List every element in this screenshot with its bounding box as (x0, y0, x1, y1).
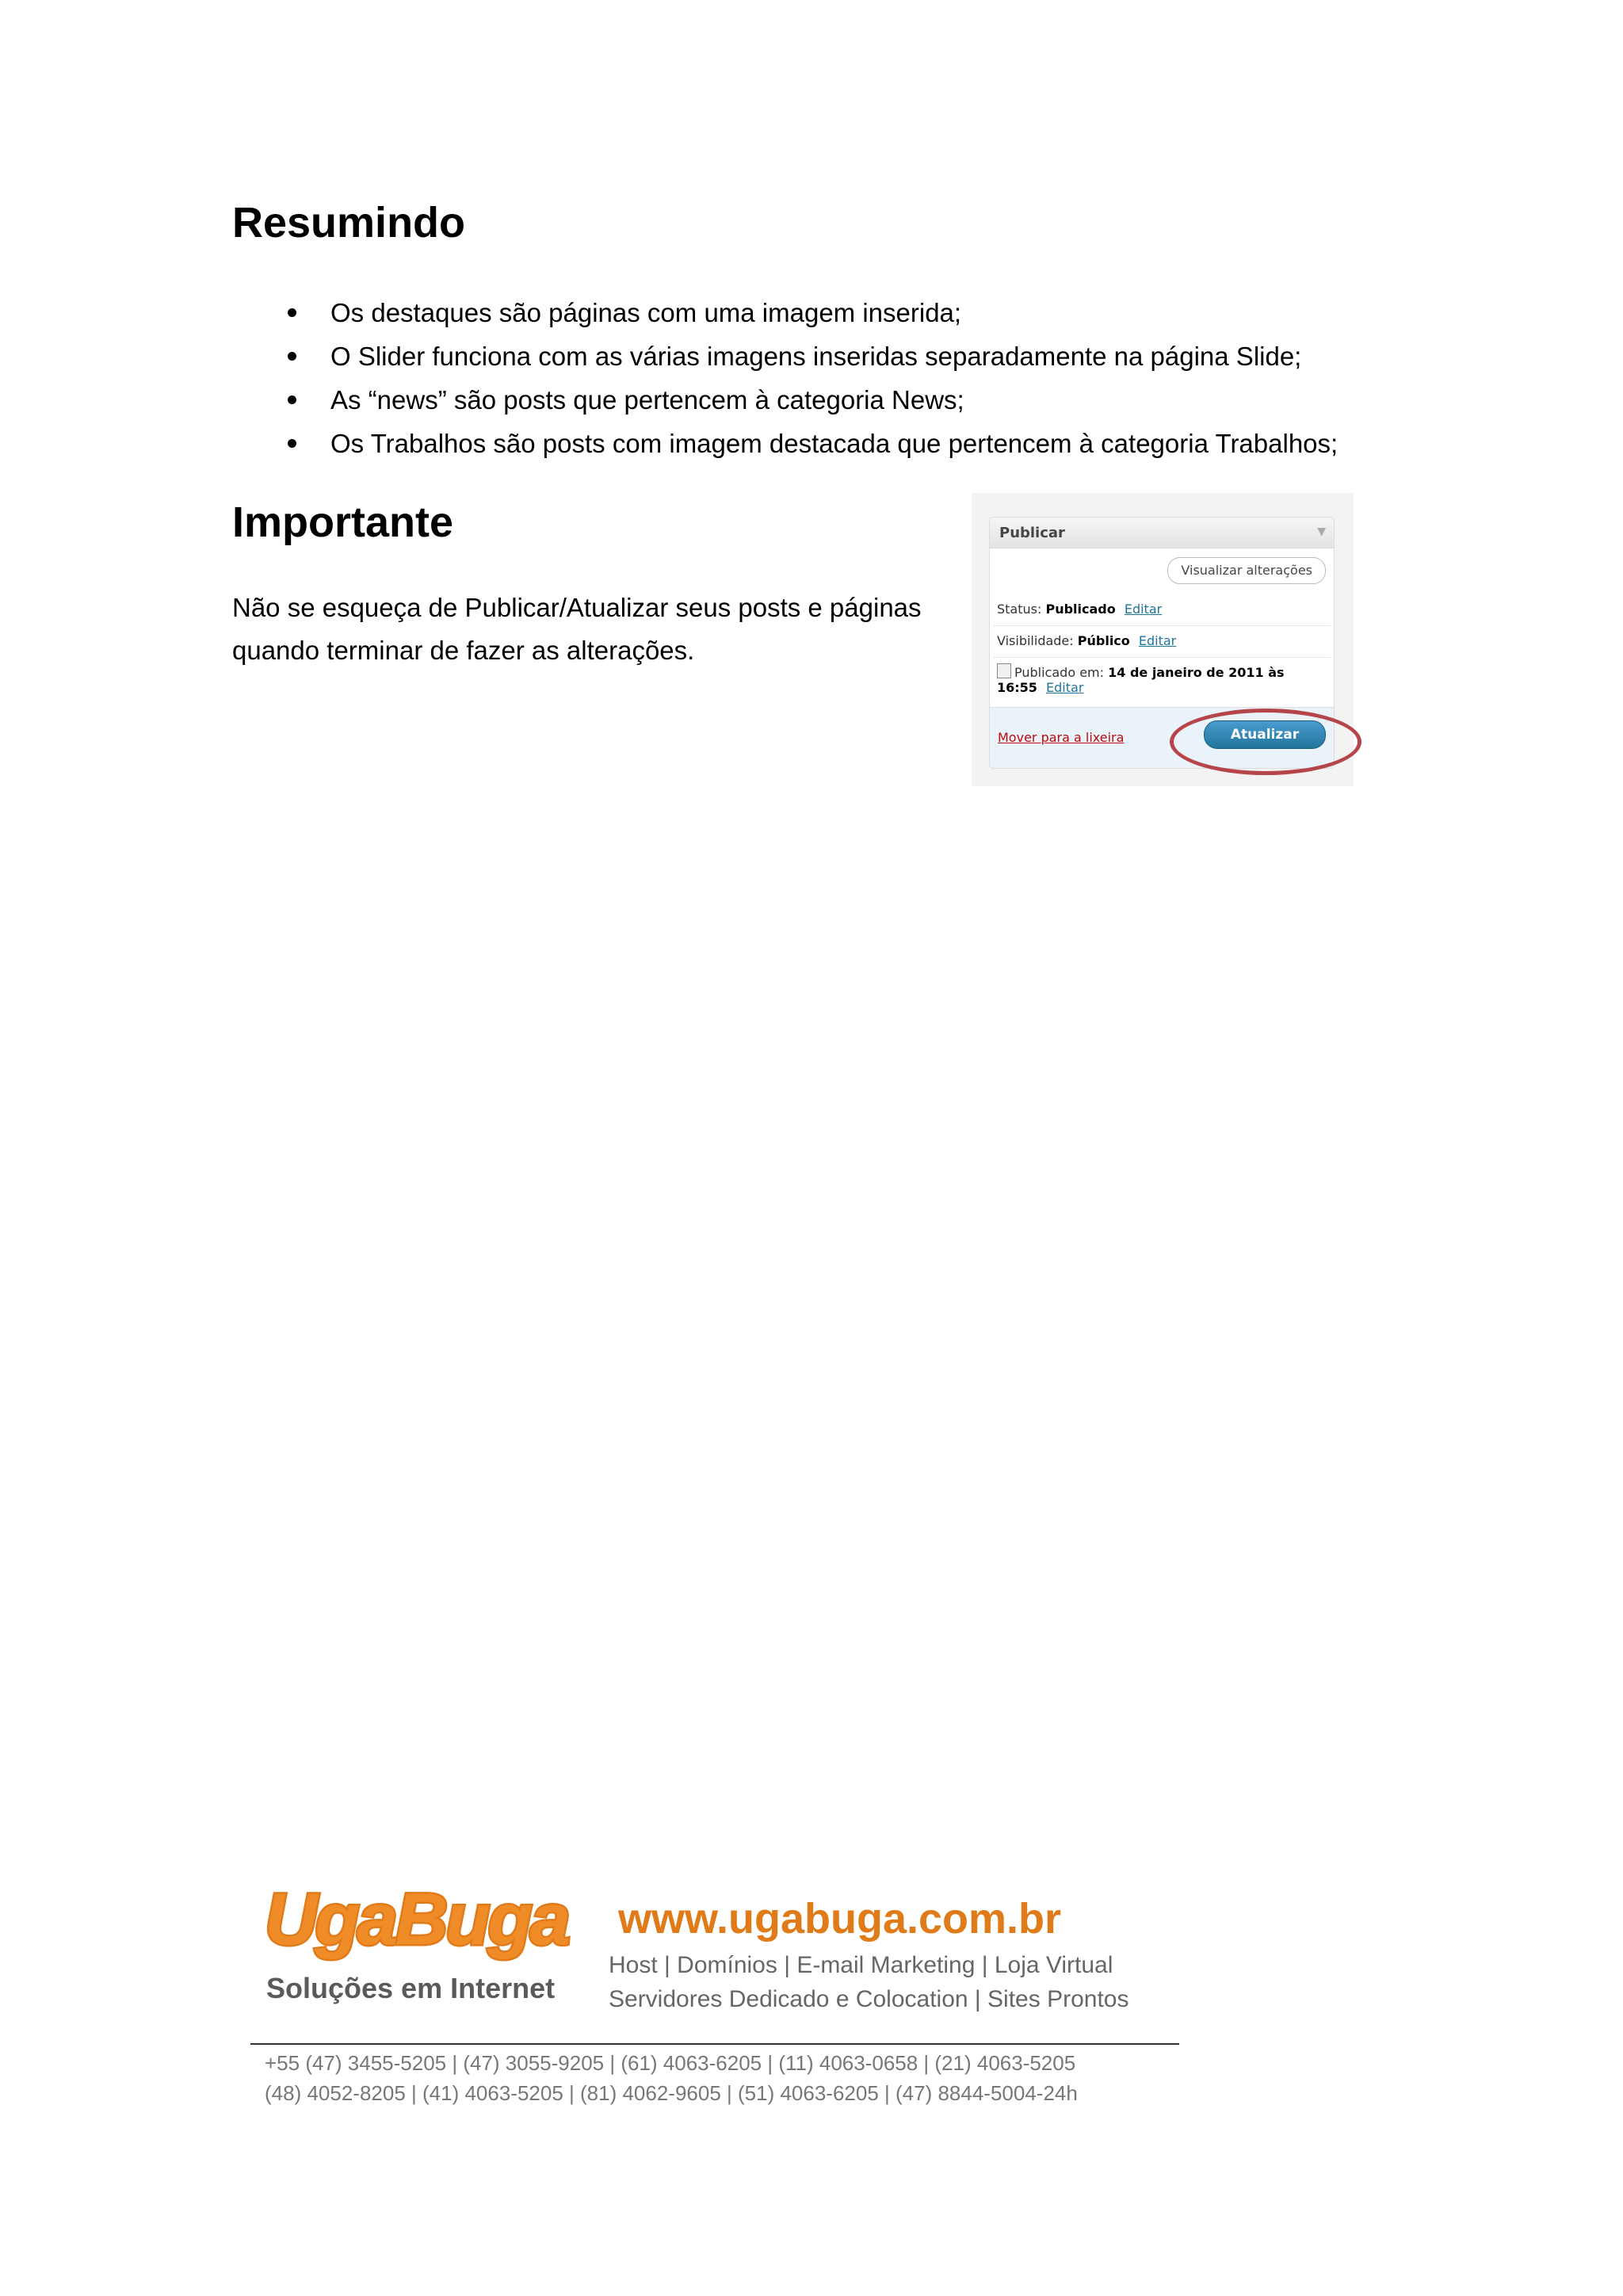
visibility-label: Visibilidade: (997, 633, 1074, 648)
calendar-icon (997, 663, 1011, 678)
published-row (997, 663, 1285, 695)
divider (993, 625, 1331, 626)
important-paragraph (232, 586, 945, 672)
published-time: 16:55 (997, 680, 1037, 695)
services-list (609, 1948, 1128, 2016)
summary-list (232, 291, 1500, 465)
update-button[interactable]: Atualizar (1204, 720, 1326, 749)
phones-line2: (48) 4052-8205 | (41) 4063-5205 | (81) 4062-9605 | (51) 4063-6205 | (47) 8844-5004-24h (265, 2081, 1078, 2105)
services-line2: Servidores Dedicado e Colocation | Sites Prontos (609, 1986, 1129, 2012)
move-to-trash-link[interactable]: Mover para a lixeira (998, 730, 1125, 745)
status-value: Publicado (1045, 602, 1116, 617)
footer-divider (250, 2043, 1179, 2045)
publish-box-screenshot (972, 493, 1354, 786)
summary-heading: Resumindo (232, 199, 466, 246)
highlight-circle (1170, 709, 1361, 775)
status-label: Status: (997, 602, 1042, 617)
list-item: Os Trabalhos são posts com imagem destacada que pertencem à categoria Trabalhos; (232, 422, 1500, 465)
phones-line1: +55 (47) 3455-5205 | (47) 3055-9205 | (61) 4063-6205 | (11) 4063-0658 | (21) 4063-5205 (265, 2051, 1076, 2075)
list-item: Os destaques são páginas com uma imagem inserida; (232, 291, 1500, 334)
phone-numbers (265, 2048, 1078, 2108)
list-item: O Slider funciona com as várias imagens inseridas separadamente na página Slide; (232, 334, 1500, 378)
publish-box-header (990, 518, 1334, 548)
divider (993, 657, 1331, 658)
visibility-value: Público (1077, 633, 1130, 648)
list-item: As “news” são posts que pertencem à categoria News; (232, 378, 1500, 422)
ugabuga-logo (262, 1878, 579, 2021)
collapse-arrow-icon[interactable]: ▼ (1317, 525, 1326, 538)
published-date: 14 de janeiro de 2011 às (1108, 665, 1285, 680)
preview-changes-button[interactable]: Visualizar alterações (1167, 557, 1326, 584)
publish-box-title: Publicar (999, 525, 1065, 541)
status-row (997, 602, 1162, 617)
important-text-line1: Não se esqueça de Publicar/Atualizar seus posts e páginas (232, 593, 922, 622)
site-url[interactable]: www.ugabuga.com.br (618, 1895, 1062, 1943)
visibility-row (997, 633, 1176, 648)
important-text-line2: quando terminar de fazer as alterações. (232, 636, 695, 665)
visibility-edit-link[interactable]: Editar (1138, 633, 1177, 648)
status-edit-link[interactable]: Editar (1124, 602, 1163, 617)
published-edit-link[interactable]: Editar (1046, 680, 1084, 695)
important-heading: Importante (232, 499, 454, 546)
services-line1: Host | Domínios | E-mail Marketing | Loja Virtual (609, 1952, 1113, 1978)
logo-wordmark: UgaBuga (265, 1879, 568, 1960)
published-label: Publicado em: (1014, 665, 1105, 680)
logo-tagline: Soluções em Internet (266, 1972, 556, 2004)
